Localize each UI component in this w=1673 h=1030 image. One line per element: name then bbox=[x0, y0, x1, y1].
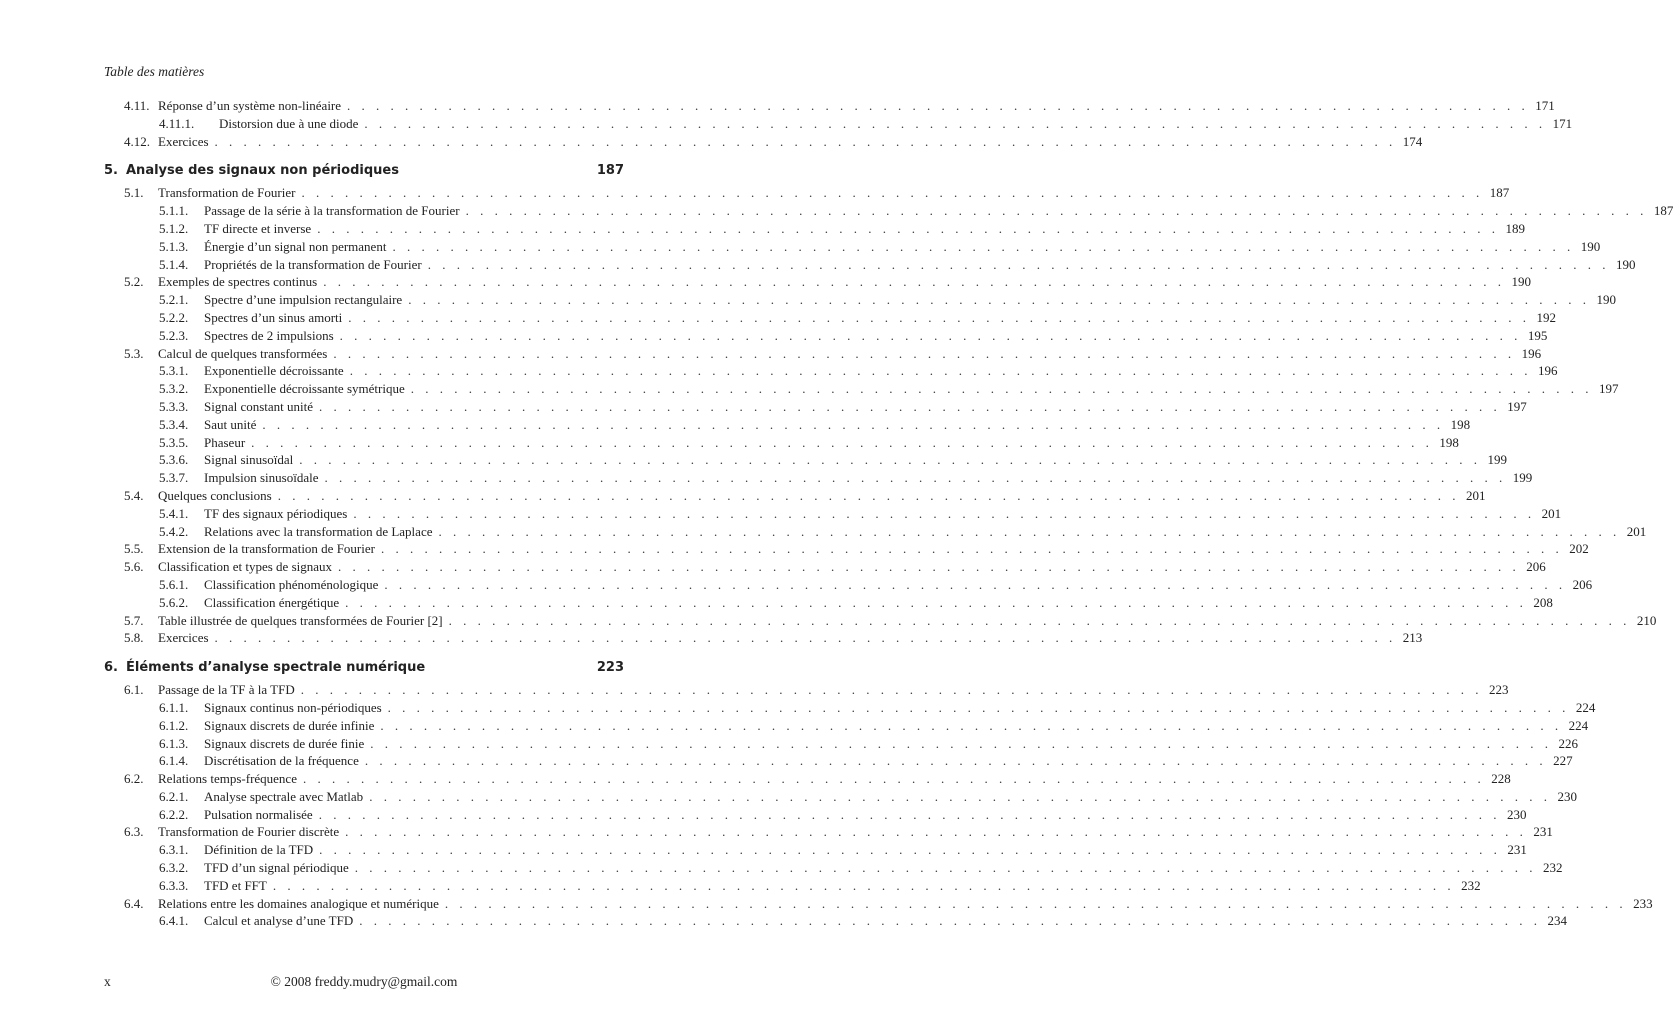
section-page-number: 190 bbox=[1596, 292, 1616, 308]
dot-leader: . . . . . . . . . . . . . . . . . . . . . . . . . . . . . . . . . . . . . . . . . . . . . . . . . . . . . . . . . . . . . . . . . . . . . . . . . . . . . . . . . . bbox=[272, 877, 1455, 893]
toc-section-entry[interactable] bbox=[104, 184, 1510, 202]
section-number: 5.7. bbox=[124, 612, 144, 628]
toc-subsection-entry[interactable] bbox=[104, 451, 1507, 469]
section-number: 5.2.2. bbox=[159, 309, 189, 325]
toc-section-entry[interactable] bbox=[104, 273, 1531, 291]
section-title: Exercices bbox=[158, 630, 209, 646]
section-page-number: 226 bbox=[1558, 735, 1579, 751]
section-title: Classification et types de signaux bbox=[158, 559, 333, 575]
dot-leader: . . . . . . . . . . . . . . . . . . . . . . . . . . . . . . . . . . . . . . . . . . . . . . . . . . . . . . . . . . . . . . . . . . . . . . . . . . . . . . . . . . bbox=[427, 256, 1610, 272]
chapter-number: 6. bbox=[104, 660, 118, 676]
section-number: 5.2.1. bbox=[159, 292, 189, 308]
section-number: 6.4.1. bbox=[159, 913, 189, 929]
toc-subsection-entry[interactable] bbox=[104, 291, 1616, 309]
section-number: 6.2.1. bbox=[159, 788, 189, 804]
dot-leader: . . . . . . . . . . . . . . . . . . . . . . . . . . . . . . . . . . . . . . . . . . . . . . . . . . . . . . . . . . . . . . . . . . . . . . . . . . . . . . . . . . bbox=[347, 98, 1529, 113]
section-title: TFD d’un signal périodique bbox=[204, 860, 349, 876]
section-title: Relations avec la transformation de Laplace bbox=[204, 523, 433, 539]
section-title: Spectres d’un sinus amorti bbox=[204, 309, 343, 325]
toc-section-entry[interactable] bbox=[104, 97, 1555, 115]
copyright-notice: © 2008 freddy.mudry@gmail.com bbox=[270, 974, 458, 989]
dot-leader: . . . . . . . . . . . . . . . . . . . . . . . . . . . . . . . . . . . . . . . . . . . . . . . . . . . . . . . . . . . . . . . . . . . . . . . . . . . . . . . . . . bbox=[345, 824, 1527, 840]
toc-section-entry[interactable] bbox=[104, 345, 1542, 363]
section-page-number: 232 bbox=[1461, 877, 1481, 893]
dot-leader: . . . . . . . . . . . . . . . . . . . . . . . . . . . . . . . . . . . . . . . . . . . . . . . . . . . . . . . . . . . . . . . . . . . . . . . . . . . . . . . . . . bbox=[364, 115, 1547, 131]
section-title: Discrétisation de la fréquence bbox=[204, 753, 359, 769]
toc-subsection-entry[interactable] bbox=[104, 220, 1525, 238]
section-title: Impulsion sinusoïdale bbox=[204, 470, 319, 486]
toc-subsection-entry[interactable] bbox=[104, 309, 1557, 327]
section-page-number: 224 bbox=[1568, 717, 1589, 733]
section-number: 5.1.4. bbox=[159, 256, 189, 272]
toc-subsection-entry[interactable] bbox=[104, 380, 1619, 398]
section-page-number: 197 bbox=[1598, 381, 1619, 397]
toc-subsection-entry[interactable] bbox=[104, 238, 1601, 256]
section-number: 6.3.1. bbox=[159, 842, 189, 858]
section-number: 5.3.5. bbox=[159, 434, 189, 450]
section-page-number: 187 bbox=[1489, 185, 1510, 201]
section-page-number: 234 bbox=[1547, 913, 1567, 929]
section-page-number: 230 bbox=[1506, 806, 1527, 822]
section-number: 6.1.2. bbox=[159, 717, 189, 733]
section-number: 5.2. bbox=[124, 274, 144, 290]
dot-leader: . . . . . . . . . . . . . . . . . . . . . . . . . . . . . . . . . . . . . . . . . . . . . . . . . . . . . . . . . . . . . . . . . . . . . . . . . . . . . . . . . . bbox=[333, 345, 1516, 361]
dot-leader: . . . . . . . . . . . . . . . . . . . . . . . . . . . . . . . . . . . . . . . . . . . . . . . . . . . . . . . . . . . . . . . . . . . . . . . . . . . . . . . . . . bbox=[380, 541, 1563, 557]
section-page-number: 230 bbox=[1557, 788, 1577, 804]
section-title: Calcul de quelques transformées bbox=[158, 345, 328, 361]
section-number: 6.4. bbox=[124, 895, 144, 911]
section-number: 5.1.2. bbox=[159, 220, 189, 236]
section-title: Pulsation normalisée bbox=[204, 806, 313, 822]
dot-leader: . . . . . . . . . . . . . . . . . . . . . . . . . . . . . . . . . . . . . . . . . . . . . . . . . . . . . . . . . . . . . . . . . . . . . . . . . . . . . . . . . . bbox=[319, 842, 1501, 858]
section-number: 6.3.2. bbox=[159, 860, 189, 876]
toc-section-entry[interactable] bbox=[104, 487, 1486, 505]
toc-subsection-entry[interactable] bbox=[104, 699, 1596, 717]
section-title: Relations temps-fréquence bbox=[158, 771, 297, 787]
toc-subsection-entry[interactable] bbox=[104, 717, 1589, 735]
section-title: TF des signaux périodiques bbox=[204, 505, 348, 521]
dot-leader: . . . . . . . . . . . . . . . . . . . . . . . . . . . . . . . . . . . . . . . . . . . . . . . . . . . . . . . . . . . . . . . . . . . . . . . . . . . . . . . . . . bbox=[338, 559, 1520, 575]
dot-leader: . . . . . . . . . . . . . . . . . . . . . . . . . . . . . . . . . . . . . . . . . . . . . . . . . . . . . . . . . . . . . . . . . . . . . . . . . . . . . . . . . . bbox=[364, 753, 1547, 769]
section-title: Exemples de spectres continus bbox=[158, 274, 318, 290]
dot-leader: . . . . . . . . . . . . . . . . . . . . . . . . . . . . . . . . . . . . . . . . . . . . . . . . . . . . . . . . . . . . . . . . . . . . . . . . . . . . . . . . . . bbox=[410, 381, 1593, 397]
toc-section-entry[interactable] bbox=[104, 558, 1546, 576]
toc-chapter-entry[interactable] bbox=[104, 658, 624, 678]
section-page-number: 223 bbox=[1488, 682, 1509, 698]
section-title: Extension de la transformation de Fourier bbox=[158, 541, 375, 557]
section-title: Distorsion due à une diode bbox=[219, 115, 359, 131]
section-title: Signaux discrets de durée finie bbox=[204, 735, 365, 751]
toc-subsection-entry[interactable] bbox=[104, 841, 1527, 859]
section-number: 6.1. bbox=[124, 682, 144, 698]
running-header: Table des matières bbox=[104, 64, 205, 79]
section-page-number: 208 bbox=[1533, 594, 1553, 610]
section-number: 5.1.1. bbox=[159, 203, 189, 219]
dot-leader: . . . . . . . . . . . . . . . . . . . . . . . . . . . . . . . . . . . . . . . . . . . . . . . . . . . . . . . . . . . . . . . . . . . . . . . . . . . . . . . . . . bbox=[369, 788, 1551, 804]
table-of-contents bbox=[104, 97, 1673, 930]
section-page-number: 198 bbox=[1439, 434, 1459, 450]
section-title: Quelques conclusions bbox=[158, 487, 272, 503]
dot-leader: . . . . . . . . . . . . . . . . . . . . . . . . . . . . . . . . . . . . . . . . . . . . . . . . . . . . . . . . . . . . . . . . . . . . . . . . . . . . . . . . . . bbox=[299, 452, 1481, 468]
section-number: 5.3.1. bbox=[159, 363, 189, 379]
toc-chapter-entry[interactable] bbox=[104, 161, 624, 181]
dot-leader: . . . . . . . . . . . . . . . . . . . . . . . . . . . . . . . . . . . . . . . . . . . . . . . . . . . . . . . . . . . . . . . . . . . . . . . . . . . . . . . . . . bbox=[319, 398, 1501, 414]
section-number: 5.4. bbox=[124, 487, 144, 503]
toc-subsection-entry[interactable] bbox=[104, 912, 1567, 930]
toc-section-entry[interactable] bbox=[104, 629, 1423, 647]
section-number: 5.3.6. bbox=[159, 452, 189, 468]
section-title: Signaux continus non-périodiques bbox=[204, 699, 382, 715]
chapter-page-number: 187 bbox=[596, 163, 624, 179]
section-title: Propriétés de la transformation de Fourier bbox=[204, 256, 422, 272]
chapter-title: Éléments d’analyse spectrale numérique bbox=[126, 660, 426, 676]
section-page-number: 187 bbox=[1653, 203, 1673, 219]
section-number: 5.3.4. bbox=[159, 416, 189, 432]
section-page-number: 198 bbox=[1450, 416, 1471, 432]
section-number: 6.2. bbox=[124, 771, 144, 787]
dot-leader: . . . . . . . . . . . . . . . . . . . . . . . . . . . . . . . . . . . . . . . . . . . . . . . . . . . . . . . . . . . . . . . . . . . . . . . . . . . . . . . . . . bbox=[392, 238, 1575, 254]
section-page-number: 201 bbox=[1541, 505, 1562, 521]
section-title: Définition de la TFD bbox=[204, 842, 314, 858]
dot-leader: . . . . . . . . . . . . . . . . . . . . . . . . . . . . . . . . . . . . . . . . . . . . . . . . . . . . . . . . . . . . . . . . . . . . . . . . . . . . . . . . . . bbox=[345, 594, 1527, 610]
toc-subsection-entry[interactable] bbox=[104, 735, 1579, 753]
section-title: Exercices bbox=[158, 133, 209, 149]
toc-subsection-entry[interactable] bbox=[104, 806, 1527, 824]
section-number: 6.1.1. bbox=[159, 699, 189, 715]
section-page-number: 190 bbox=[1615, 256, 1636, 272]
section-title: Saut unité bbox=[204, 416, 257, 432]
dot-leader: . . . . . . . . . . . . . . . . . . . . . . . . . . . . . . . . . . . . . . . . . . . . . . . . . . . . . . . . . . . . . . . . . . . . . . . . . . . . . . . . . . bbox=[354, 860, 1537, 876]
toc-section-entry[interactable] bbox=[104, 540, 1589, 558]
section-number: 4.11. bbox=[124, 98, 150, 113]
chapter-title: Analyse des signaux non périodiques bbox=[126, 163, 399, 179]
toc-subsection-entry[interactable] bbox=[104, 859, 1563, 877]
section-number: 5.2.3. bbox=[159, 327, 189, 343]
toc-section-entry[interactable] bbox=[104, 895, 1653, 913]
section-title: Transformation de Fourier discrète bbox=[158, 824, 340, 840]
section-page-number: 232 bbox=[1543, 860, 1563, 876]
section-page-number: 171 bbox=[1552, 115, 1573, 131]
section-page-number: 227 bbox=[1553, 753, 1573, 769]
dot-leader: . . . . . . . . . . . . . . . . . . . . . . . . . . . . . . . . . . . . . . . . . . . . . . . . . . . . . . . . . . . . . . . . . . . . . . . . . . . . . . . . . . bbox=[317, 220, 1499, 236]
dot-leader: . . . . . . . . . . . . . . . . . . . . . . . . . . . . . . . . . . . . . . . . . . . . . . . . . . . . . . . . . . . . . . . . . . . . . . . . . . . . . . . . . . bbox=[318, 806, 1501, 822]
dot-leader: . . . . . . . . . . . . . . . . . . . . . . . . . . . . . . . . . . . . . . . . . . . . . . . . . . . . . . . . . . . . . . . . . . . . . . . . . . . . . . . . . . bbox=[408, 292, 1590, 308]
section-title: Spectres de 2 impulsions bbox=[204, 327, 334, 343]
chapter-number: 5. bbox=[104, 163, 118, 179]
dot-leader: . . . . . . . . . . . . . . . . . . . . . . . . . . . . . . . . . . . . . . . . . . . . . . . . . . . . . . . . . . . . . . . . . . . . . . . . . . . . . . . . . . bbox=[384, 576, 1567, 592]
section-number: 5.8. bbox=[124, 630, 144, 646]
section-number: 4.12. bbox=[124, 133, 150, 149]
section-number: 5.5. bbox=[124, 541, 144, 557]
dot-leader: . . . . . . . . . . . . . . . . . . . . . . . . . . . . . . . . . . . . . . . . . . . . . . . . . . . . . . . . . . . . . . . . . . . . . . . . . . . . . . . . . . bbox=[323, 274, 1505, 290]
section-title: Énergie d’un signal non permanent bbox=[204, 238, 387, 254]
section-number: 5.3.2. bbox=[159, 381, 189, 397]
dot-leader: . . . . . . . . . . . . . . . . . . . . . . . . . . . . . . . . . . . . . . . . . . . . . . . . . . . . . . . . . . . . . . . . . . . . . . . . . . . . . . . . . . bbox=[277, 487, 1460, 503]
dot-leader: . . . . . . . . . . . . . . . . . . . . . . . . . . . . . . . . . . . . . . . . . . . . . . . . . . . . . . . . . . . . . . . . . . . . . . . . . . . . . . . . . . bbox=[387, 699, 1570, 715]
section-title: TFD et FFT bbox=[204, 877, 267, 893]
section-page-number: 199 bbox=[1487, 452, 1507, 468]
toc-subsection-entry[interactable] bbox=[104, 505, 1562, 523]
dot-leader: . . . . . . . . . . . . . . . . . . . . . . . . . . . . . . . . . . . . . . . . . . . . . . . . . . . . . . . . . . . . . . . . . . . . . . . . . . . . . . . . . . bbox=[465, 203, 1648, 219]
dot-leader: . . . . . . . . . . . . . . . . . . . . . . . . . . . . . . . . . . . . . . . . . . . . . . . . . . . . . . . . . . . . . . . . . . . . . . . . . . . . . . . . . . bbox=[214, 133, 1397, 149]
toc-subsection-entry[interactable] bbox=[104, 877, 1481, 895]
toc-subsection-entry[interactable] bbox=[104, 256, 1636, 274]
toc-section-entry[interactable] bbox=[104, 612, 1657, 630]
dot-leader: . . . . . . . . . . . . . . . . . . . . . . . . . . . . . . . . . . . . . . . . . . . . . . . . . . . . . . . . . . . . . . . . . . . . . . . . . . . . . . . . . . bbox=[214, 630, 1397, 646]
section-number: 5.1. bbox=[124, 185, 144, 201]
section-page-number: 202 bbox=[1569, 541, 1589, 557]
section-page-number: 213 bbox=[1402, 630, 1423, 646]
dot-leader: . . . . . . . . . . . . . . . . . . . . . . . . . . . . . . . . . . . . . . . . . . . . . . . . . . . . . . . . . . . . . . . . . . . . . . . . . . . . . . . . . . bbox=[262, 416, 1445, 432]
dot-leader: . . . . . . . . . . . . . . . . . . . . . . . . . . . . . . . . . . . . . . . . . . . . . . . . . . . . . . . . . . . . . . . . . . . . . . . . . . . . . . . . . . bbox=[324, 470, 1507, 486]
section-page-number: 231 bbox=[1507, 842, 1527, 858]
section-page-number: 196 bbox=[1537, 363, 1558, 379]
section-number: 6.1.4. bbox=[159, 753, 189, 769]
section-page-number: 174 bbox=[1402, 133, 1423, 149]
section-number: 5.3. bbox=[124, 345, 144, 361]
dot-leader: . . . . . . . . . . . . . . . . . . . . . . . . . . . . . . . . . . . . . . . . . . . . . . . . . . . . . . . . . . . . . . . . . . . . . . . . . . . . . . . . . . bbox=[339, 327, 1522, 343]
section-number: 5.6.1. bbox=[159, 576, 189, 592]
section-page-number: 206 bbox=[1526, 559, 1546, 575]
section-number: 4.11.1. bbox=[159, 115, 195, 131]
section-number: 5.6. bbox=[124, 559, 144, 575]
toc-subsection-entry[interactable] bbox=[104, 202, 1673, 220]
dot-leader: . . . . . . . . . . . . . . . . . . . . . . . . . . . . . . . . . . . . . . . . . . . . . . . . . . . . . . . . . . . . . . . . . . . . . . . . . . . . . . . . . . bbox=[348, 309, 1531, 325]
dot-leader: . . . . . . . . . . . . . . . . . . . . . . . . . . . . . . . . . . . . . . . . . . . . . . . . . . . . . . . . . . . . . . . . . . . . . . . . . . . . . . . . . . bbox=[300, 682, 1483, 698]
toc-subsection-entry[interactable] bbox=[104, 576, 1593, 594]
section-title: Exponentielle décroissante symétrique bbox=[204, 381, 405, 397]
section-page-number: 231 bbox=[1533, 824, 1553, 840]
section-number: 5.3.7. bbox=[159, 470, 189, 486]
dot-leader: . . . . . . . . . . . . . . . . . . . . . . . . . . . . . . . . . . . . . . . . . . . . . . . . . . . . . . . . . . . . . . . . . . . . . . . . . . . . . . . . . . bbox=[370, 735, 1553, 751]
section-page-number: 201 bbox=[1465, 487, 1486, 503]
dot-leader: . . . . . . . . . . . . . . . . . . . . . . . . . . . . . . . . . . . . . . . . . . . . . . . . . . . . . . . . . . . . . . . . . . . . . . . . . . . . . . . . . . bbox=[301, 185, 1484, 201]
toc-subsection-entry[interactable] bbox=[104, 398, 1527, 416]
toc-subsection-entry[interactable] bbox=[104, 434, 1459, 452]
section-page-number: 192 bbox=[1536, 309, 1557, 325]
section-title: Transformation de Fourier bbox=[158, 185, 296, 201]
section-page-number: 189 bbox=[1505, 220, 1525, 236]
page-number: x bbox=[104, 974, 111, 989]
section-page-number: 195 bbox=[1527, 327, 1548, 343]
dot-leader: . . . . . . . . . . . . . . . . . . . . . . . . . . . . . . . . . . . . . . . . . . . . . . . . . . . . . . . . . . . . . . . . . . . . . . . . . . . . . . . . . . bbox=[448, 612, 1631, 628]
toc-subsection-entry[interactable] bbox=[104, 362, 1558, 380]
section-number: 6.1.3. bbox=[159, 735, 189, 751]
section-page-number: 197 bbox=[1507, 398, 1527, 414]
section-title: Spectre d’une impulsion rectangulaire bbox=[204, 292, 403, 308]
section-page-number: 224 bbox=[1575, 699, 1596, 715]
section-title: TF directe et inverse bbox=[204, 220, 312, 236]
toc-subsection-entry[interactable] bbox=[104, 788, 1577, 806]
dot-leader: . . . . . . . . . . . . . . . . . . . . . . . . . . . . . . . . . . . . . . . . . . . . . . . . . . . . . . . . . . . . . . . . . . . . . . . . . . . . . . . . . . bbox=[438, 523, 1621, 539]
toc-subsection-entry[interactable] bbox=[104, 416, 1471, 434]
section-title: Table illustrée de quelques transformées de Fourier [2] bbox=[158, 612, 443, 628]
dot-leader: . . . . . . . . . . . . . . . . . . . . . . . . . . . . . . . . . . . . . . . . . . . . . . . . . . . . . . . . . . . . . . . . . . . . . . . . . . . . . . . . . . bbox=[444, 895, 1627, 911]
section-number: 6.2.2. bbox=[159, 806, 189, 822]
section-page-number: 190 bbox=[1580, 238, 1601, 254]
section-number: 5.6.2. bbox=[159, 594, 189, 610]
section-title: Relations entre les domaines analogique et numérique bbox=[158, 895, 439, 911]
toc-section-entry[interactable] bbox=[104, 681, 1509, 699]
toc-subsection-entry[interactable] bbox=[104, 752, 1573, 770]
section-title: Phaseur bbox=[204, 434, 246, 450]
dot-leader: . . . . . . . . . . . . . . . . . . . . . . . . . . . . . . . . . . . . . . . . . . . . . . . . . . . . . . . . . . . . . . . . . . . . . . . . . . . . . . . . . . bbox=[349, 363, 1532, 379]
section-title: Classification énergétique bbox=[204, 594, 340, 610]
section-page-number: 196 bbox=[1521, 345, 1542, 361]
dot-leader: . . . . . . . . . . . . . . . . . . . . . . . . . . . . . . . . . . . . . . . . . . . . . . . . . . . . . . . . . . . . . . . . . . . . . . . . . . . . . . . . . . bbox=[302, 771, 1485, 787]
section-number: 5.4.2. bbox=[159, 523, 189, 539]
dot-leader: . . . . . . . . . . . . . . . . . . . . . . . . . . . . . . . . . . . . . . . . . . . . . . . . . . . . . . . . . . . . . . . . . . . . . . . . . . . . . . . . . . bbox=[353, 505, 1536, 521]
section-title: Classification phénoménologique bbox=[204, 576, 379, 592]
toc-section-entry[interactable] bbox=[104, 133, 1423, 151]
section-title: Passage de la série à la transformation de Fourier bbox=[204, 203, 460, 219]
section-title: Exponentielle décroissante bbox=[204, 363, 344, 379]
section-page-number: 171 bbox=[1535, 98, 1555, 113]
chapter-page-number: 223 bbox=[596, 660, 624, 676]
section-title: Signaux discrets de durée infinie bbox=[204, 717, 375, 733]
section-number: 5.4.1. bbox=[159, 505, 189, 521]
section-title: Analyse spectrale avec Matlab bbox=[204, 788, 364, 804]
section-title: Passage de la TF à la TFD bbox=[158, 682, 295, 698]
section-title: Signal constant unité bbox=[204, 398, 314, 414]
section-number: 5.3.3. bbox=[159, 398, 189, 414]
section-page-number: 228 bbox=[1491, 771, 1511, 787]
section-page-number: 206 bbox=[1572, 576, 1593, 592]
toc-subsection-entry[interactable] bbox=[104, 469, 1533, 487]
section-number: 5.1.3. bbox=[159, 238, 189, 254]
section-title: Signal sinusoïdal bbox=[204, 452, 294, 468]
section-number: 6.3.3. bbox=[159, 877, 189, 893]
dot-leader: . . . . . . . . . . . . . . . . . . . . . . . . . . . . . . . . . . . . . . . . . . . . . . . . . . . . . . . . . . . . . . . . . . . . . . . . . . . . . . . . . . bbox=[359, 913, 1541, 929]
section-number: 6.3. bbox=[124, 824, 144, 840]
toc-subsection-entry[interactable] bbox=[104, 327, 1548, 345]
section-page-number: 190 bbox=[1511, 274, 1531, 290]
section-title: Calcul et analyse d’une TFD bbox=[204, 913, 354, 929]
section-page-number: 199 bbox=[1512, 470, 1533, 486]
dot-leader: . . . . . . . . . . . . . . . . . . . . . . . . . . . . . . . . . . . . . . . . . . . . . . . . . . . . . . . . . . . . . . . . . . . . . . . . . . . . . . . . . . bbox=[251, 434, 1433, 450]
section-title: Réponse d’un système non-linéaire bbox=[158, 98, 342, 113]
toc-subsection-entry[interactable] bbox=[104, 523, 1647, 541]
toc-section-entry[interactable] bbox=[104, 770, 1511, 788]
toc-subsection-entry[interactable] bbox=[104, 115, 1573, 133]
section-page-number: 233 bbox=[1633, 895, 1653, 911]
toc-section-entry[interactable] bbox=[104, 823, 1553, 841]
section-page-number: 210 bbox=[1636, 612, 1657, 628]
section-page-number: 201 bbox=[1626, 523, 1647, 539]
dot-leader: . . . . . . . . . . . . . . . . . . . . . . . . . . . . . . . . . . . . . . . . . . . . . . . . . . . . . . . . . . . . . . . . . . . . . . . . . . . . . . . . . . bbox=[380, 717, 1563, 733]
toc-subsection-entry[interactable] bbox=[104, 594, 1553, 612]
